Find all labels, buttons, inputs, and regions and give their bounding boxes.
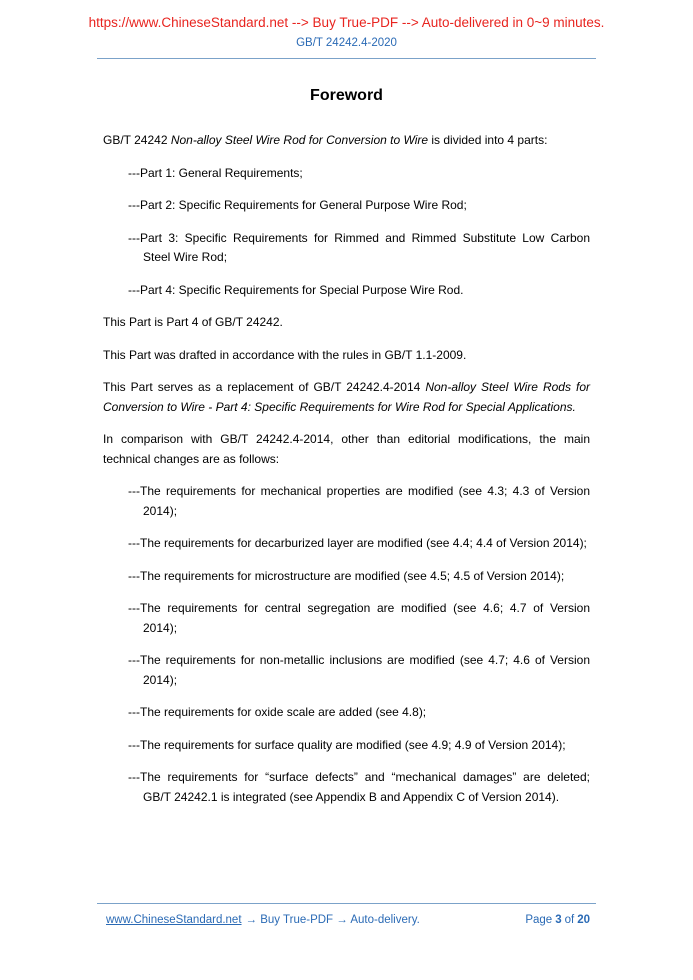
- current-page-number: 3: [555, 914, 562, 926]
- change-item-3: ---The requirements for microstructure are modified (see 4.5; 4.5 of Version 2014);: [128, 568, 565, 583]
- page-footer: [97, 903, 596, 926]
- footer-promo-text: → Buy True-PDF → Auto-delivery.: [245, 914, 420, 926]
- paragraph-comparison: In comparison with GB/T 24242.4-2014, other than editorial modifications, the main technical changes are as follows:: [103, 432, 590, 466]
- page-title: Foreword: [310, 87, 383, 104]
- intro-pre: GB/T 24242: [103, 133, 171, 147]
- intro-standard-title: Non-alloy Steel Wire Rod for Conversion to Wire: [170, 133, 429, 147]
- footer-site-link[interactable]: www.ChineseStandard.net: [106, 914, 242, 926]
- intro-post: is divided into 4 parts:: [428, 133, 548, 147]
- part-item-4: ---Part 4: Specific Requirements for Special Purpose Wire Rod.: [128, 282, 464, 297]
- total-pages: 20: [577, 914, 590, 926]
- promo-banner-link[interactable]: https://www.ChineseStandard.net --> Buy True-PDF --> Auto-delivered in 0~9 minutes.: [88, 15, 605, 30]
- of-label: of: [564, 914, 575, 926]
- paragraph-this-part: This Part is Part 4 of GB/T 24242.: [103, 315, 283, 329]
- change-item-2: ---The requirements for decarburized layer are modified (see 4.4; 4.4 of Version 2014);: [128, 536, 587, 550]
- page-indicator: [522, 914, 590, 926]
- replacement-standard-title: Non-alloy Steel Wire Rods for Conversion to Wire - Part 4: Specific Requirements for Wire Rod for Special Applications.: [103, 380, 590, 414]
- document-body: [103, 131, 590, 807]
- part-item-3: ---Part 3: Specific Requirements for Rimmed and Rimmed Substitute Low Carbon Steel Wire Rod;: [128, 230, 590, 264]
- change-item-6: ---The requirements for oxide scale are added (see 4.8);: [128, 705, 427, 719]
- change-item-4: ---The requirements for central segregation are modified (see 4.6; 4.7 of Version 2014);: [128, 601, 590, 635]
- intro-paragraph: [103, 131, 590, 151]
- header-divider: [97, 58, 596, 59]
- change-item-1: ---The requirements for mechanical properties are modified (see 4.3; 4.3 of Version 2014);: [128, 484, 590, 518]
- part-item-2: ---Part 2: Specific Requirements for General Purpose Wire Rod;: [128, 198, 467, 212]
- paragraph-replacement: [103, 378, 590, 417]
- replacement-pre: This Part serves as a replacement of GB/T 24242.4-2014: [103, 380, 426, 394]
- page-label: Page: [525, 914, 553, 926]
- change-item-7: ---The requirements for surface quality are modified (see 4.9; 4.9 of Version 2014);: [128, 737, 566, 752]
- standard-number: GB/T 24242.4-2020: [296, 37, 397, 49]
- change-item-5: ---The requirements for non-metallic inclusions are modified (see 4.7; 4.6 of Version 2014);: [128, 653, 590, 687]
- change-item-8: ---The requirements for “surface defects” and “mechanical damages” are deleted; GB/T 24242.1 is integrated (see Appendix B and Appendix C of Version 2014).: [128, 770, 590, 804]
- paragraph-drafted: This Part was drafted in accordance with the rules in GB/T 1.1-2009.: [103, 347, 467, 362]
- footer-promo: [106, 914, 420, 926]
- part-item-1: ---Part 1: General Requirements;: [128, 165, 303, 180]
